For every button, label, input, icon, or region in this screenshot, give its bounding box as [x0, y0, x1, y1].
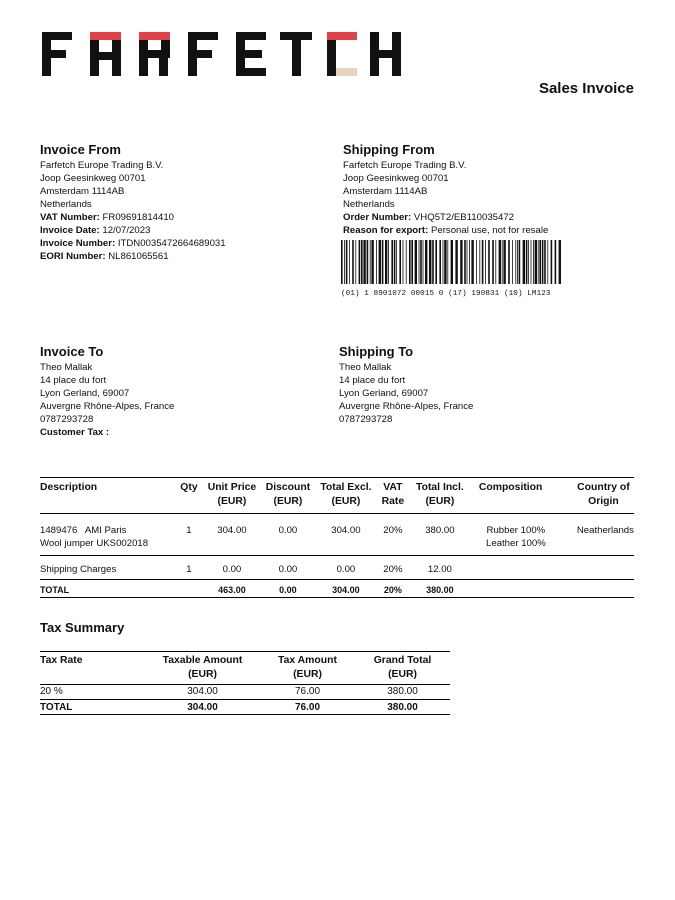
- header-discount-label: Discount: [265, 482, 311, 493]
- header-description-label: Description: [40, 482, 98, 493]
- barcode-bar: [512, 240, 513, 284]
- barcode-bar: [346, 240, 348, 284]
- barcode: [341, 240, 563, 298]
- invoice-date-value: 12/07/2023: [99, 225, 151, 236]
- order-number-label: Order Number:: [343, 212, 412, 223]
- barcode-bar: [409, 240, 411, 284]
- barcode-bar: [460, 240, 462, 284]
- header-total-incl: [409, 478, 471, 514]
- header-total-incl-label: Total Incl.: [416, 482, 464, 493]
- barcode-bar: [447, 240, 448, 284]
- header-qty: [175, 478, 203, 514]
- shipping-from-line: Amsterdam 1114AB: [343, 186, 428, 197]
- barcode-bar: [423, 240, 424, 284]
- barcode-bar: [406, 240, 407, 284]
- invoice-number-line: [40, 237, 226, 250]
- total-excl: 304.00: [315, 580, 377, 598]
- barcode-bar: [551, 240, 553, 284]
- shipping-unit-price: 0.00: [203, 556, 261, 580]
- tax-header-rate-label: Tax Rate: [40, 655, 83, 666]
- barcode-bar: [528, 240, 529, 284]
- barcode-bar: [455, 240, 457, 284]
- barcode-bar: [508, 240, 510, 284]
- item-description-line: Wool jumper UKS002018: [40, 537, 149, 549]
- header-unit-price-label: Unit Price: [207, 482, 257, 493]
- vat-number-label: VAT Number:: [40, 212, 100, 223]
- total-qty: [175, 580, 203, 598]
- tax-header-grand: [355, 652, 450, 685]
- barcode-bar: [531, 240, 532, 284]
- barcode-bar: [515, 240, 516, 284]
- items-header-row: [40, 478, 634, 514]
- barcode-bar: [559, 240, 561, 284]
- shipping-to-block: [339, 344, 473, 426]
- barcode-bar: [425, 240, 427, 284]
- header-unit-price: [203, 478, 261, 514]
- shipping-qty: 1: [175, 556, 203, 580]
- item-description: [40, 514, 175, 556]
- header-total-excl-label: Total Excl.: [320, 482, 372, 493]
- barcode-bar: [479, 240, 480, 284]
- header-discount: [261, 478, 315, 514]
- barcode-bar: [411, 240, 413, 284]
- barcode-bar: [538, 240, 539, 284]
- invoice-from-line: Farfetch Europe Trading B.V.: [40, 160, 164, 171]
- barcode-bar: [517, 240, 518, 284]
- reason-for-export-line: [343, 224, 548, 237]
- barcode-caption: (01) 1 8901072 00015 0 (17) 190831 (10) LM123: [341, 290, 551, 298]
- total-label: TOTAL: [40, 580, 175, 598]
- barcode-bar: [492, 240, 494, 284]
- barcode-bar: [535, 240, 537, 284]
- shipping-from-title: Shipping From: [343, 142, 435, 157]
- tax-header-taxable-unit: (EUR): [188, 669, 217, 680]
- barcode-bar: [415, 240, 417, 284]
- items-table-grid: [40, 477, 634, 598]
- header-vat-rate-label: Rate: [381, 496, 405, 507]
- tax-total-grand: 380.00: [355, 700, 450, 715]
- item-total-incl: 380.00: [409, 514, 471, 556]
- customer-tax-line: [40, 426, 174, 439]
- invoice-to-line: Theo Mallak: [40, 362, 93, 373]
- barcode-bar: [394, 240, 396, 284]
- tax-header-amount: [260, 652, 355, 685]
- invoice-number-label: Invoice Number:: [40, 238, 116, 249]
- barcode-bar: [464, 240, 466, 284]
- header-country-label: Country of: [577, 482, 630, 493]
- header-total-incl-unit: (EUR): [425, 496, 455, 507]
- shipping-country: [561, 556, 634, 580]
- tax-header-row: [40, 652, 450, 685]
- total-row: [40, 580, 634, 598]
- tax-header-taxable-label: Taxable Amount: [162, 655, 243, 666]
- tax-header-grand-unit: (EUR): [388, 669, 417, 680]
- barcode-bar: [539, 240, 541, 284]
- table-row: [40, 685, 450, 700]
- barcode-bar: [482, 240, 484, 284]
- vat-number-value: FR09691814410: [99, 212, 175, 223]
- barcode-bar: [432, 240, 434, 284]
- invoice-number-value: ITDN0035472664689031: [115, 238, 226, 249]
- header-composition-label: Composition: [478, 482, 543, 493]
- total-composition: [471, 580, 561, 598]
- shipping-to-title: Shipping To: [339, 344, 414, 359]
- barcode-bar: [355, 240, 356, 284]
- barcode-bar: [476, 240, 477, 284]
- header-unit-price-unit: (EUR): [217, 496, 247, 507]
- item-composition-line: Rubber 100%: [486, 525, 546, 536]
- barcode-bar: [359, 240, 361, 284]
- barcode-bar: [396, 240, 397, 284]
- barcode-bar: [451, 240, 453, 284]
- invoice-date-line: [40, 224, 226, 237]
- barcode-bar: [444, 240, 446, 284]
- barcode-bar: [363, 240, 365, 284]
- invoice-date-label: Invoice Date:: [40, 225, 100, 236]
- tax-header-taxable: [145, 652, 260, 685]
- shipping-from-line: Farfetch Europe Trading B.V.: [343, 160, 467, 171]
- barcode-bar: [467, 240, 468, 284]
- table-row: [40, 556, 634, 580]
- barcode-bar: [344, 240, 345, 284]
- barcode-bar: [533, 240, 534, 284]
- barcode-bar: [382, 240, 384, 284]
- tax-row-taxable: 304.00: [145, 685, 260, 700]
- barcode-bar: [379, 240, 381, 284]
- barcode-bar: [391, 240, 393, 284]
- header-description: [40, 478, 175, 514]
- vat-number-line: [40, 211, 226, 224]
- shipping-from-line: Joop Geesinkweg 00701: [343, 173, 449, 184]
- shipping-to-line: 0787293728: [339, 414, 393, 425]
- farfetch-logo: [42, 28, 402, 80]
- barcode-bar: [420, 240, 422, 284]
- item-composition-line: Leather 100%: [485, 537, 546, 549]
- barcode-bar: [555, 240, 557, 284]
- barcode-bar: [385, 240, 387, 284]
- barcode-bar: [370, 240, 371, 284]
- shipping-to-line: Auvergne Rhône-Alpes, France: [339, 401, 474, 412]
- header-vat-rate: [377, 478, 409, 514]
- total-unit-price: 463.00: [203, 580, 261, 598]
- eori-number-line: [40, 250, 226, 263]
- barcode-bar: [399, 240, 401, 284]
- barcode-bar: [485, 240, 486, 284]
- shipping-to-line: Theo Mallak: [339, 362, 392, 373]
- total-country: [561, 580, 634, 598]
- invoice-to-line: Auvergne Rhône-Alpes, France: [40, 401, 175, 412]
- barcode-bar: [499, 240, 501, 284]
- header-vat-label: VAT: [383, 482, 403, 493]
- tax-header-amount-label: Tax Amount: [278, 655, 337, 666]
- shipping-total-excl: 0.00: [315, 556, 377, 580]
- shipping-from-block: [343, 142, 548, 237]
- barcode-bar: [488, 240, 490, 284]
- tax-total-label: TOTAL: [40, 700, 145, 715]
- invoice-to-line: 14 place du fort: [40, 375, 107, 386]
- barcode-bar: [547, 240, 548, 284]
- shipping-to-line: 14 place du fort: [339, 375, 406, 386]
- tax-row-amount: 76.00: [260, 685, 355, 700]
- tax-header-amount-unit: (EUR): [293, 669, 322, 680]
- item-unit-price: 304.00: [203, 514, 261, 556]
- barcode-bar: [419, 240, 420, 284]
- shipping-vat: 20%: [377, 556, 409, 580]
- header-total-excl: [315, 478, 377, 514]
- tax-total-amount: 76.00: [260, 700, 355, 715]
- invoice-from-line: Joop Geesinkweg 00701: [40, 173, 146, 184]
- barcode-bar: [376, 240, 377, 284]
- eori-number-value: NL861065561: [105, 251, 169, 262]
- barcode-bar: [388, 240, 389, 284]
- invoice-to-title: Invoice To: [40, 344, 104, 359]
- invoice-from-block: [40, 142, 226, 263]
- shipping-from-line: Netherlands: [343, 199, 395, 210]
- header-composition: [471, 478, 561, 514]
- eori-number-label: EORI Number:: [40, 251, 106, 262]
- barcode-bar: [403, 240, 404, 284]
- barcode-bar: [502, 240, 503, 284]
- barcode-bars: [341, 240, 561, 284]
- tax-summary-table: [40, 651, 450, 715]
- barcode-bar: [341, 240, 343, 284]
- barcode-bar: [429, 240, 431, 284]
- invoice-to-block: [40, 344, 174, 439]
- tax-row-rate: 20 %: [40, 685, 145, 700]
- barcode-bar: [471, 240, 473, 284]
- invoice-to-line: Lyon Gerland, 69007: [40, 388, 130, 399]
- order-number-line: [343, 211, 548, 224]
- tax-summary-title: Tax Summary: [40, 620, 125, 635]
- barcode-bar: [523, 240, 525, 284]
- shipping-description: Shipping Charges: [40, 556, 175, 580]
- barcode-bar: [526, 240, 528, 284]
- header-total-excl-unit: (EUR): [331, 496, 361, 507]
- barcode-bar: [367, 240, 369, 284]
- invoice-from-line: Netherlands: [40, 199, 92, 210]
- tax-row-grand: 380.00: [355, 685, 450, 700]
- item-qty: 1: [175, 514, 203, 556]
- invoice-from-line: Amsterdam 1114AB: [40, 186, 125, 197]
- barcode-bar: [542, 240, 544, 284]
- item-composition: [471, 514, 561, 556]
- farfetch-logo-graphic: [42, 28, 402, 80]
- barcode-bar: [469, 240, 470, 284]
- item-vat: 20%: [377, 514, 409, 556]
- invoice-to-line: 0787293728: [40, 414, 94, 425]
- tax-total-row: [40, 700, 450, 715]
- total-vat: 20%: [377, 580, 409, 598]
- barcode-bar: [519, 240, 521, 284]
- invoice-from-title: Invoice From: [40, 142, 121, 157]
- barcode-bar: [435, 240, 437, 284]
- shipping-total-incl: 12.00: [409, 556, 471, 580]
- header-origin-label: Origin: [588, 496, 619, 507]
- barcode-bar: [544, 240, 546, 284]
- tax-total-taxable: 304.00: [145, 700, 260, 715]
- item-discount: 0.00: [261, 514, 315, 556]
- shipping-composition: [471, 556, 561, 580]
- barcode-bar: [361, 240, 363, 284]
- document-title: Sales Invoice: [538, 80, 634, 97]
- total-discount: 0.00: [261, 580, 315, 598]
- shipping-to-line: Lyon Gerland, 69007: [339, 388, 429, 399]
- total-incl: 380.00: [409, 580, 471, 598]
- order-number-value: VHQ5T2/EB110035472: [411, 212, 514, 223]
- tax-header-grand-label: Grand Total: [373, 655, 432, 666]
- header-country: [561, 478, 634, 514]
- item-description-line: 1489476 AMI Paris: [40, 525, 127, 536]
- reason-for-export-label: Reason for export:: [343, 225, 429, 236]
- barcode-bar: [495, 240, 496, 284]
- item-country: Neatherlands: [561, 514, 634, 556]
- table-row: [40, 514, 634, 556]
- customer-tax-label: Customer Tax :: [40, 427, 110, 438]
- shipping-discount: 0.00: [261, 556, 315, 580]
- barcode-bar: [349, 240, 350, 284]
- items-table: [40, 477, 634, 598]
- barcode-bar: [503, 240, 505, 284]
- header-discount-unit: (EUR): [273, 496, 303, 507]
- barcode-bar: [443, 240, 444, 284]
- barcode-bar: [439, 240, 441, 284]
- barcode-bar: [352, 240, 354, 284]
- tax-summary-grid: [40, 651, 450, 715]
- barcode-bar: [371, 240, 373, 284]
- tax-header-rate: [40, 652, 145, 685]
- item-total-excl: 304.00: [315, 514, 377, 556]
- header-qty-label: Qty: [180, 482, 198, 493]
- reason-for-export-value: Personal use, not for resale: [428, 225, 549, 236]
